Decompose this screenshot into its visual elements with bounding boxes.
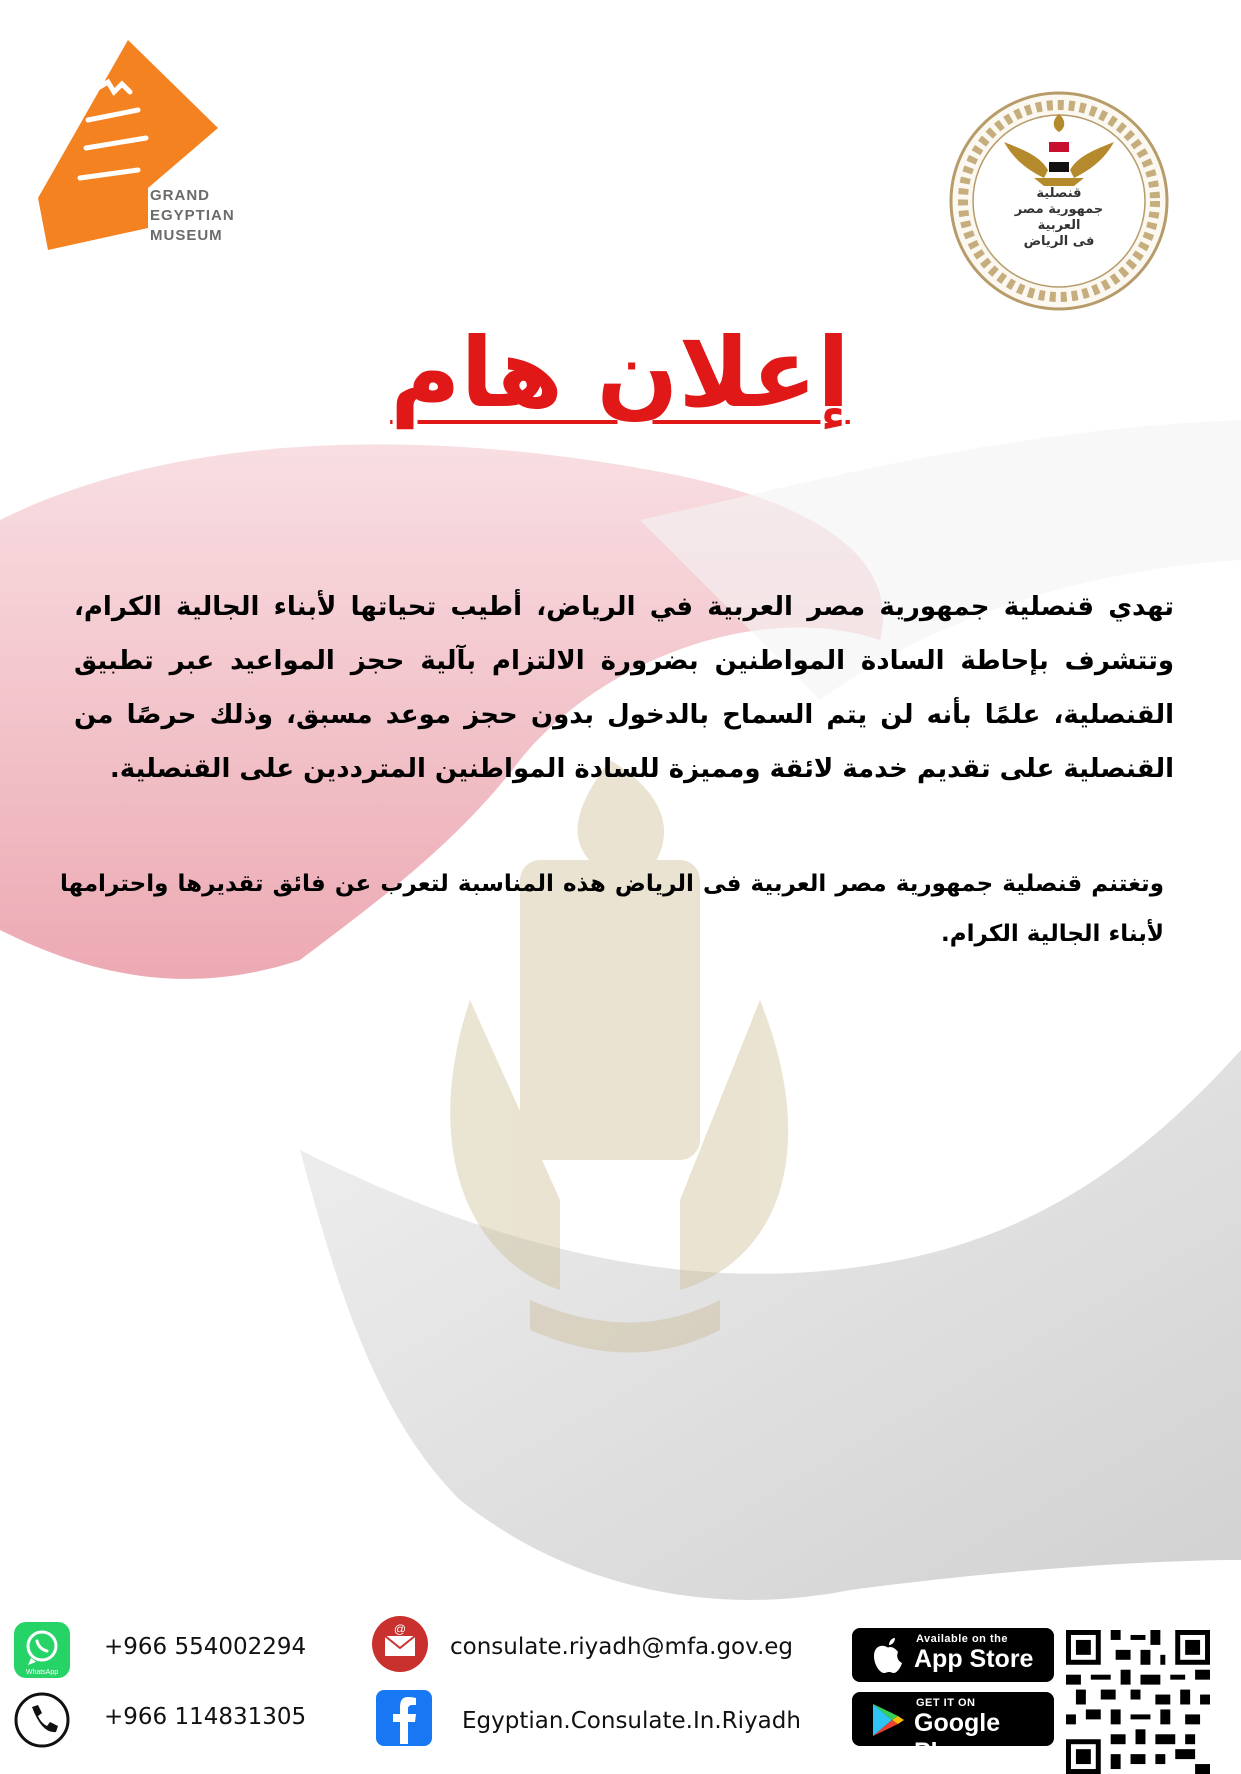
seal-line: فى الرياض xyxy=(1023,234,1095,249)
gem-line: EGYPTIAN xyxy=(150,207,235,224)
google-play-label: Google Play xyxy=(914,1709,1001,1766)
app-store-label: App Store xyxy=(914,1645,1034,1673)
apple-icon xyxy=(870,1637,904,1675)
email-icon[interactable] xyxy=(370,1614,430,1674)
announcement-paragraph-2: وتغتنم قنصلية جمهورية مصر العربية فى الرياض هذه المناسبة لتعرب عن فائق تقديرها واحترامها لأبناء الجالية الكرام. xyxy=(60,871,1164,947)
qr-code-icon[interactable] xyxy=(1066,1630,1210,1774)
whatsapp-icon[interactable] xyxy=(12,1620,72,1680)
announcement-paragraph-1: تهدي قنصلية جمهورية مصر العربية في الرياض، أطيب تحياتها لأبناء الجالية الكرام، وتتشرف بإحاطة السادة المواطنين بضرورة الالتزام بآلية حجز المواعيد عبر تطبيق القنصلية، علمًا بأنه لن يتم السماح بالدخول بدون حجز موعد مسبق، وذلك حرصًا من القنصلية على تقديم خدمة لائقة ومميزة للسادة المواطنين المترددين على القنصلية. xyxy=(74,592,1174,784)
gem-line: GRAND xyxy=(150,187,210,204)
google-play-small-label: GET IT ON xyxy=(916,1697,976,1709)
announcement-title: إعلان هام xyxy=(390,317,850,429)
svg-text:@: @ xyxy=(393,1622,407,1636)
gem-logo-text xyxy=(150,186,235,246)
app-store-badge[interactable] xyxy=(852,1628,1054,1682)
email-address[interactable]: consulate.riyadh@mfa.gov.eg xyxy=(450,1634,794,1660)
gem-line: MUSEUM xyxy=(150,227,223,244)
phone-number[interactable]: +966 114831305 xyxy=(104,1704,307,1730)
contact-footer xyxy=(0,1600,1241,1766)
facebook-page[interactable]: Egyptian.Consulate.In.Riyadh xyxy=(462,1708,801,1734)
app-store-small-label: Available on the xyxy=(916,1633,1008,1645)
seal-line: قنصلية xyxy=(1036,186,1082,201)
phone-icon[interactable] xyxy=(12,1690,72,1750)
seal-line: جمهورية مصر العربية xyxy=(1014,202,1104,233)
whatsapp-number[interactable]: +966 554002294 xyxy=(104,1634,307,1660)
google-play-icon xyxy=(868,1701,906,1739)
seal-text xyxy=(1000,186,1118,250)
whatsapp-icon-label: WhatsApp xyxy=(25,1669,59,1676)
google-play-badge[interactable] xyxy=(852,1692,1054,1766)
facebook-icon[interactable] xyxy=(374,1688,434,1748)
